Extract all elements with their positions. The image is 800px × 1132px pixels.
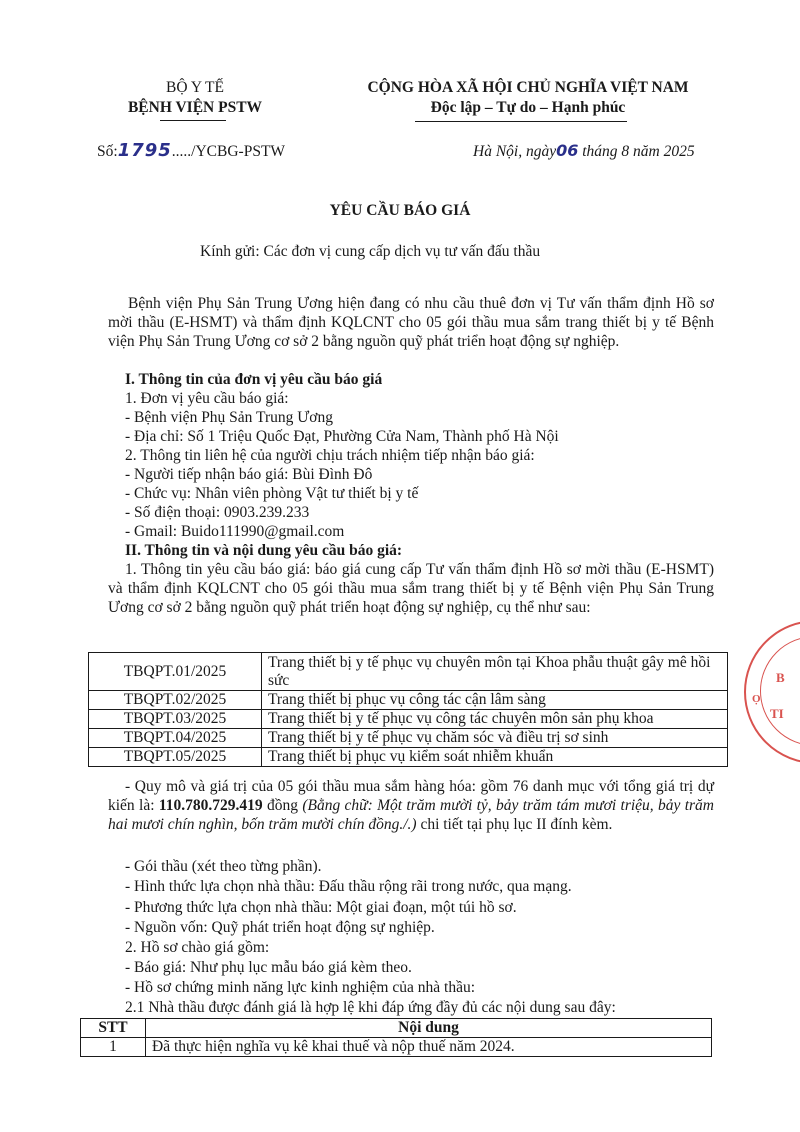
table-header-row <box>81 1019 712 1038</box>
table-row <box>89 653 728 691</box>
table-row <box>89 748 728 767</box>
section-1-line: - Gmail: Buido111990@gmail.com <box>125 523 345 540</box>
package-code: TBQPT.04/2025 <box>89 729 262 748</box>
intro-paragraph: Bệnh viện Phụ Sản Trung Ương hiện đang có nhu cầu thuê đơn vị Tư vấn thẩm định Hồ sơ mời thầu (E-HSMT) và thẩm định KQLCNT cho 05 gói thầu mua sắm trang thiết bị y tế Bệnh viện Phụ Sản Trung Ương cơ sở 2 bằng nguồn quỹ phát triển hoạt động sự nghiệp. <box>108 295 714 350</box>
package-name: Trang thiết bị y tế phục vụ chuyên môn tại Khoa phẫu thuật gây mê hồi sức <box>262 653 728 691</box>
ref-suffix: ...../YCBG-PSTW <box>171 143 286 160</box>
section-1-line: - Số điện thoại: 0903.239.233 <box>125 504 310 521</box>
package-name: Trang thiết bị y tế phục vụ công tác chuyên môn sản phụ khoa <box>262 710 728 729</box>
recipient-line: Kính gửi: Các đơn vị cung cấp dịch vụ tư vấn đấu thầu <box>200 243 541 260</box>
seal-letter: TI <box>770 706 784 721</box>
section-2-paragraph: 1. Thông tin yêu cầu báo giá: báo giá cung cấp Tư vấn thẩm định Hồ sơ mời thầu (E-HSMT) và thẩm định KQLCNT cho 05 gói thầu mua sắm trang thiết bị y tế Bệnh viện Phụ Sản Trung Ương cơ sở 2 bằng nguồn quỹ phát triển hoạt động sự nghiệp, cụ thể như sau: <box>108 561 714 616</box>
section-2-heading: II. Thông tin và nội dung yêu cầu báo giá: <box>125 542 403 559</box>
document-number <box>97 141 285 161</box>
section-2-line: 2. Hồ sơ chào giá gồm: <box>125 939 270 956</box>
document-title: YÊU CẦU BÁO GIÁ <box>329 202 471 219</box>
scale-currency: đồng <box>262 797 303 814</box>
seal-letter: Ọ <box>752 693 761 705</box>
section-2-line: - Nguồn vốn: Quỹ phát triển hoạt động sự nghiệp. <box>125 919 435 936</box>
package-code: TBQPT.02/2025 <box>89 691 262 710</box>
document-date <box>473 141 695 161</box>
table-row <box>89 729 728 748</box>
value-in-words: (Bằng chữ: Một trăm mười tỷ, bảy trăm tám mươi triệu, bảy trăm hai mươi chín nghìn, bốn trăm mười chín đồng./.) <box>108 797 714 833</box>
ministry-name: BỘ Y TẾ <box>166 79 224 96</box>
section-2-line: - Gói thầu (xét theo từng phần). <box>125 858 322 875</box>
package-name: Trang thiết bị phục vụ công tác cận lâm sàng <box>262 691 728 710</box>
table-row <box>89 691 728 710</box>
section-2-line: - Hồ sơ chứng minh năng lực kinh nghiệm của nhà thầu: <box>125 979 475 996</box>
criteria-content: Đã thực hiện nghĩa vụ kê khai thuế và nộp thuế năm 2024. <box>146 1038 712 1057</box>
criteria-stt: 1 <box>81 1038 146 1057</box>
scale-paragraph <box>108 777 714 834</box>
handwritten-ref-number: 1795 <box>117 140 172 161</box>
section-1-line: 2. Thông tin liên hệ của người chịu trách nhiệm tiếp nhận báo giá: <box>125 447 535 464</box>
package-code: TBQPT.01/2025 <box>89 653 262 691</box>
section-2-line: 2.1 Nhà thầu được đánh giá là hợp lệ khi đáp ứng đầy đủ các nội dung sau đây: <box>125 999 616 1016</box>
national-motto: Độc lập – Tự do – Hạnh phúc <box>430 99 626 116</box>
date-prefix: Hà Nội, ngày <box>473 143 557 160</box>
motto-underline <box>415 121 627 122</box>
nation-name: CỘNG HÒA XÃ HỘI CHỦ NGHĨA VIỆT NAM <box>367 79 689 96</box>
section-2-line: - Hình thức lựa chọn nhà thầu: Đấu thầu rộng rãi trong nước, qua mạng. <box>125 878 572 895</box>
hospital-name: BỆNH VIỆN PSTW <box>127 99 263 116</box>
section-1-line: - Chức vụ: Nhân viên phòng Vật tư thiết bị y tế <box>125 485 419 502</box>
estimated-value: 110.780.729.419 <box>158 797 263 814</box>
date-suffix: tháng 8 năm 2025 <box>582 143 695 160</box>
stt-header: STT <box>81 1019 146 1038</box>
package-code: TBQPT.03/2025 <box>89 710 262 729</box>
package-code: TBQPT.05/2025 <box>89 748 262 767</box>
scale-text: - Quy mô và giá trị của 05 gói thầu mua sắm hàng hóa: gồm 76 danh mục với tổng giá trị dự kiến là: <box>108 778 714 814</box>
scale-appendix: chi tiết tại phụ lục II đính kèm. <box>416 816 613 833</box>
section-2-line: - Phương thức lựa chọn nhà thầu: Một giai đoạn, một túi hồ sơ. <box>125 899 517 916</box>
package-name: Trang thiết bị y tế phục vụ chăm sóc và điều trị sơ sinh <box>262 729 728 748</box>
seal-letter: B <box>776 670 785 685</box>
package-name: Trang thiết bị phục vụ kiểm soát nhiễm khuẩn <box>262 748 728 767</box>
section-1-line: - Địa chỉ: Số 1 Triệu Quốc Đạt, Phường Cửa Nam, Thành phố Hà Nội <box>125 428 559 445</box>
handwritten-day: 06 <box>556 141 579 160</box>
criteria-table <box>80 1018 712 1057</box>
content-header: Nội dung <box>146 1019 712 1038</box>
section-1-heading: I. Thông tin của đơn vị yêu cầu báo giá <box>125 371 383 388</box>
package-table <box>88 652 728 767</box>
national-heading <box>318 78 738 118</box>
section-1-line: 1. Đơn vị yêu cầu báo giá: <box>125 390 289 407</box>
section-1-line: - Bệnh viện Phụ Sản Trung Ương <box>125 409 333 426</box>
ref-prefix: Số: <box>97 143 118 160</box>
section-1-line: - Người tiếp nhận báo giá: Bùi Đình Đô <box>125 466 373 483</box>
section-2-line: - Báo giá: Như phụ lục mẫu báo giá kèm theo. <box>125 959 412 976</box>
org-underline <box>160 120 226 121</box>
table-row <box>89 710 728 729</box>
table-row <box>81 1038 712 1057</box>
issuing-organization <box>100 78 290 118</box>
